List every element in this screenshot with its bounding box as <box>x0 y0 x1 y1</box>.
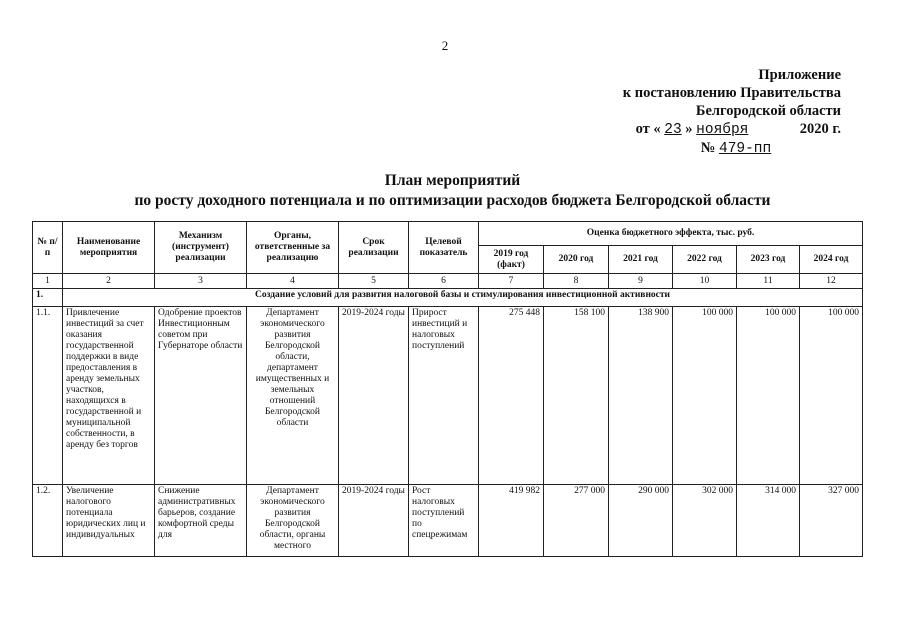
row-value: 327 000 <box>800 485 863 557</box>
row-value: 314 000 <box>737 485 800 557</box>
row-period: 2019-2024 годы <box>339 485 409 557</box>
row-number: 1.1. <box>33 307 63 485</box>
section-row <box>33 289 863 307</box>
column-number: 7 <box>479 274 544 289</box>
table-row <box>33 485 863 557</box>
row-mechanism: Одобрение проектов Инвестиционным советом при Губернаторе области <box>155 307 247 485</box>
appendix-number: № 479-пп <box>700 140 772 157</box>
appendix-day: 23 <box>664 122 682 138</box>
row-value: 302 000 <box>673 485 737 557</box>
row-value: 419 982 <box>479 485 544 557</box>
row-number: 1.2. <box>33 485 63 557</box>
appendix-region: Белгородской области <box>695 103 841 119</box>
section-number: 1. <box>33 289 63 307</box>
header-year: 2022 год <box>673 246 737 274</box>
header-effect: Оценка бюджетного эффекта, тыс. руб. <box>479 222 863 246</box>
plan-title: План мероприятий <box>384 172 521 189</box>
section-title: Создание условий для развития налоговой базы и стимулирования инвестиционной активности <box>63 289 863 307</box>
header-mechanism: Механизм (инструмент) реализации <box>155 222 247 274</box>
header-name: Наименование мероприятия <box>63 222 155 274</box>
row-mechanism: Снижение административных барьеров, создание комфортной среды для <box>155 485 247 557</box>
header-target: Целевой показатель <box>409 222 479 274</box>
column-number: 12 <box>800 274 863 289</box>
row-name: Увеличение налогового потенциала юридических лиц и индивидуальных <box>63 485 155 557</box>
column-number: 3 <box>155 274 247 289</box>
row-target: Рост налоговых поступлений по спецрежимам <box>409 485 479 557</box>
header-year: 2024 год <box>800 246 863 274</box>
header-num: № п/п <box>33 222 63 274</box>
appendix-year: 2020 г. <box>799 121 841 137</box>
column-number: 1 <box>33 274 63 289</box>
appendix-decree: к постановлению Правительства <box>622 85 841 101</box>
header-year: 2020 год <box>544 246 609 274</box>
row-value: 158 100 <box>544 307 609 485</box>
column-number: 4 <box>247 274 339 289</box>
row-value: 275 448 <box>479 307 544 485</box>
column-number: 8 <box>544 274 609 289</box>
plan-subtitle: по росту доходного потенциала и по оптимизации расходов бюджета Белгородской области <box>134 192 771 209</box>
header-year: 2019 год (факт) <box>479 246 544 274</box>
appendix-header <box>581 66 841 158</box>
row-value: 100 000 <box>673 307 737 485</box>
row-bodies: Департамент экономического развития Белгородской области, органы местного <box>247 485 339 557</box>
row-value: 100 000 <box>737 307 800 485</box>
row-bodies: Департамент экономического развития Белгородской области, департамент имущественных и земельных отношений Белгородской области <box>247 307 339 485</box>
table-row <box>33 307 863 485</box>
header-year: 2021 год <box>609 246 673 274</box>
appendix-title: Приложение <box>758 67 841 83</box>
column-number: 6 <box>409 274 479 289</box>
header-period: Срок реализации <box>339 222 409 274</box>
column-number: 10 <box>673 274 737 289</box>
row-period: 2019-2024 годы <box>339 307 409 485</box>
row-value: 277 000 <box>544 485 609 557</box>
row-target: Прирост инвестиций и налоговых поступлений <box>409 307 479 485</box>
column-number: 5 <box>339 274 409 289</box>
page-number: 2 <box>441 38 449 53</box>
header-year: 2023 год <box>737 246 800 274</box>
row-value: 290 000 <box>609 485 673 557</box>
column-number: 2 <box>63 274 155 289</box>
row-value: 138 900 <box>609 307 673 485</box>
column-number: 9 <box>609 274 673 289</box>
header-bodies: Органы, ответственные за реализацию <box>247 222 339 274</box>
plan-table <box>32 221 863 557</box>
row-value: 100 000 <box>800 307 863 485</box>
row-name: Привлечение инвестиций за счет оказания государственной поддержки в виде предоставления в аренду земельных участков, находящихся в государственной и муниципальной собственности, в аренду без торгов <box>63 307 155 485</box>
column-number-row <box>33 274 863 289</box>
appendix-month: ноября <box>696 122 749 138</box>
appendix-date: от « 23 » ноября 2020 г. <box>635 121 841 138</box>
column-number: 11 <box>737 274 800 289</box>
